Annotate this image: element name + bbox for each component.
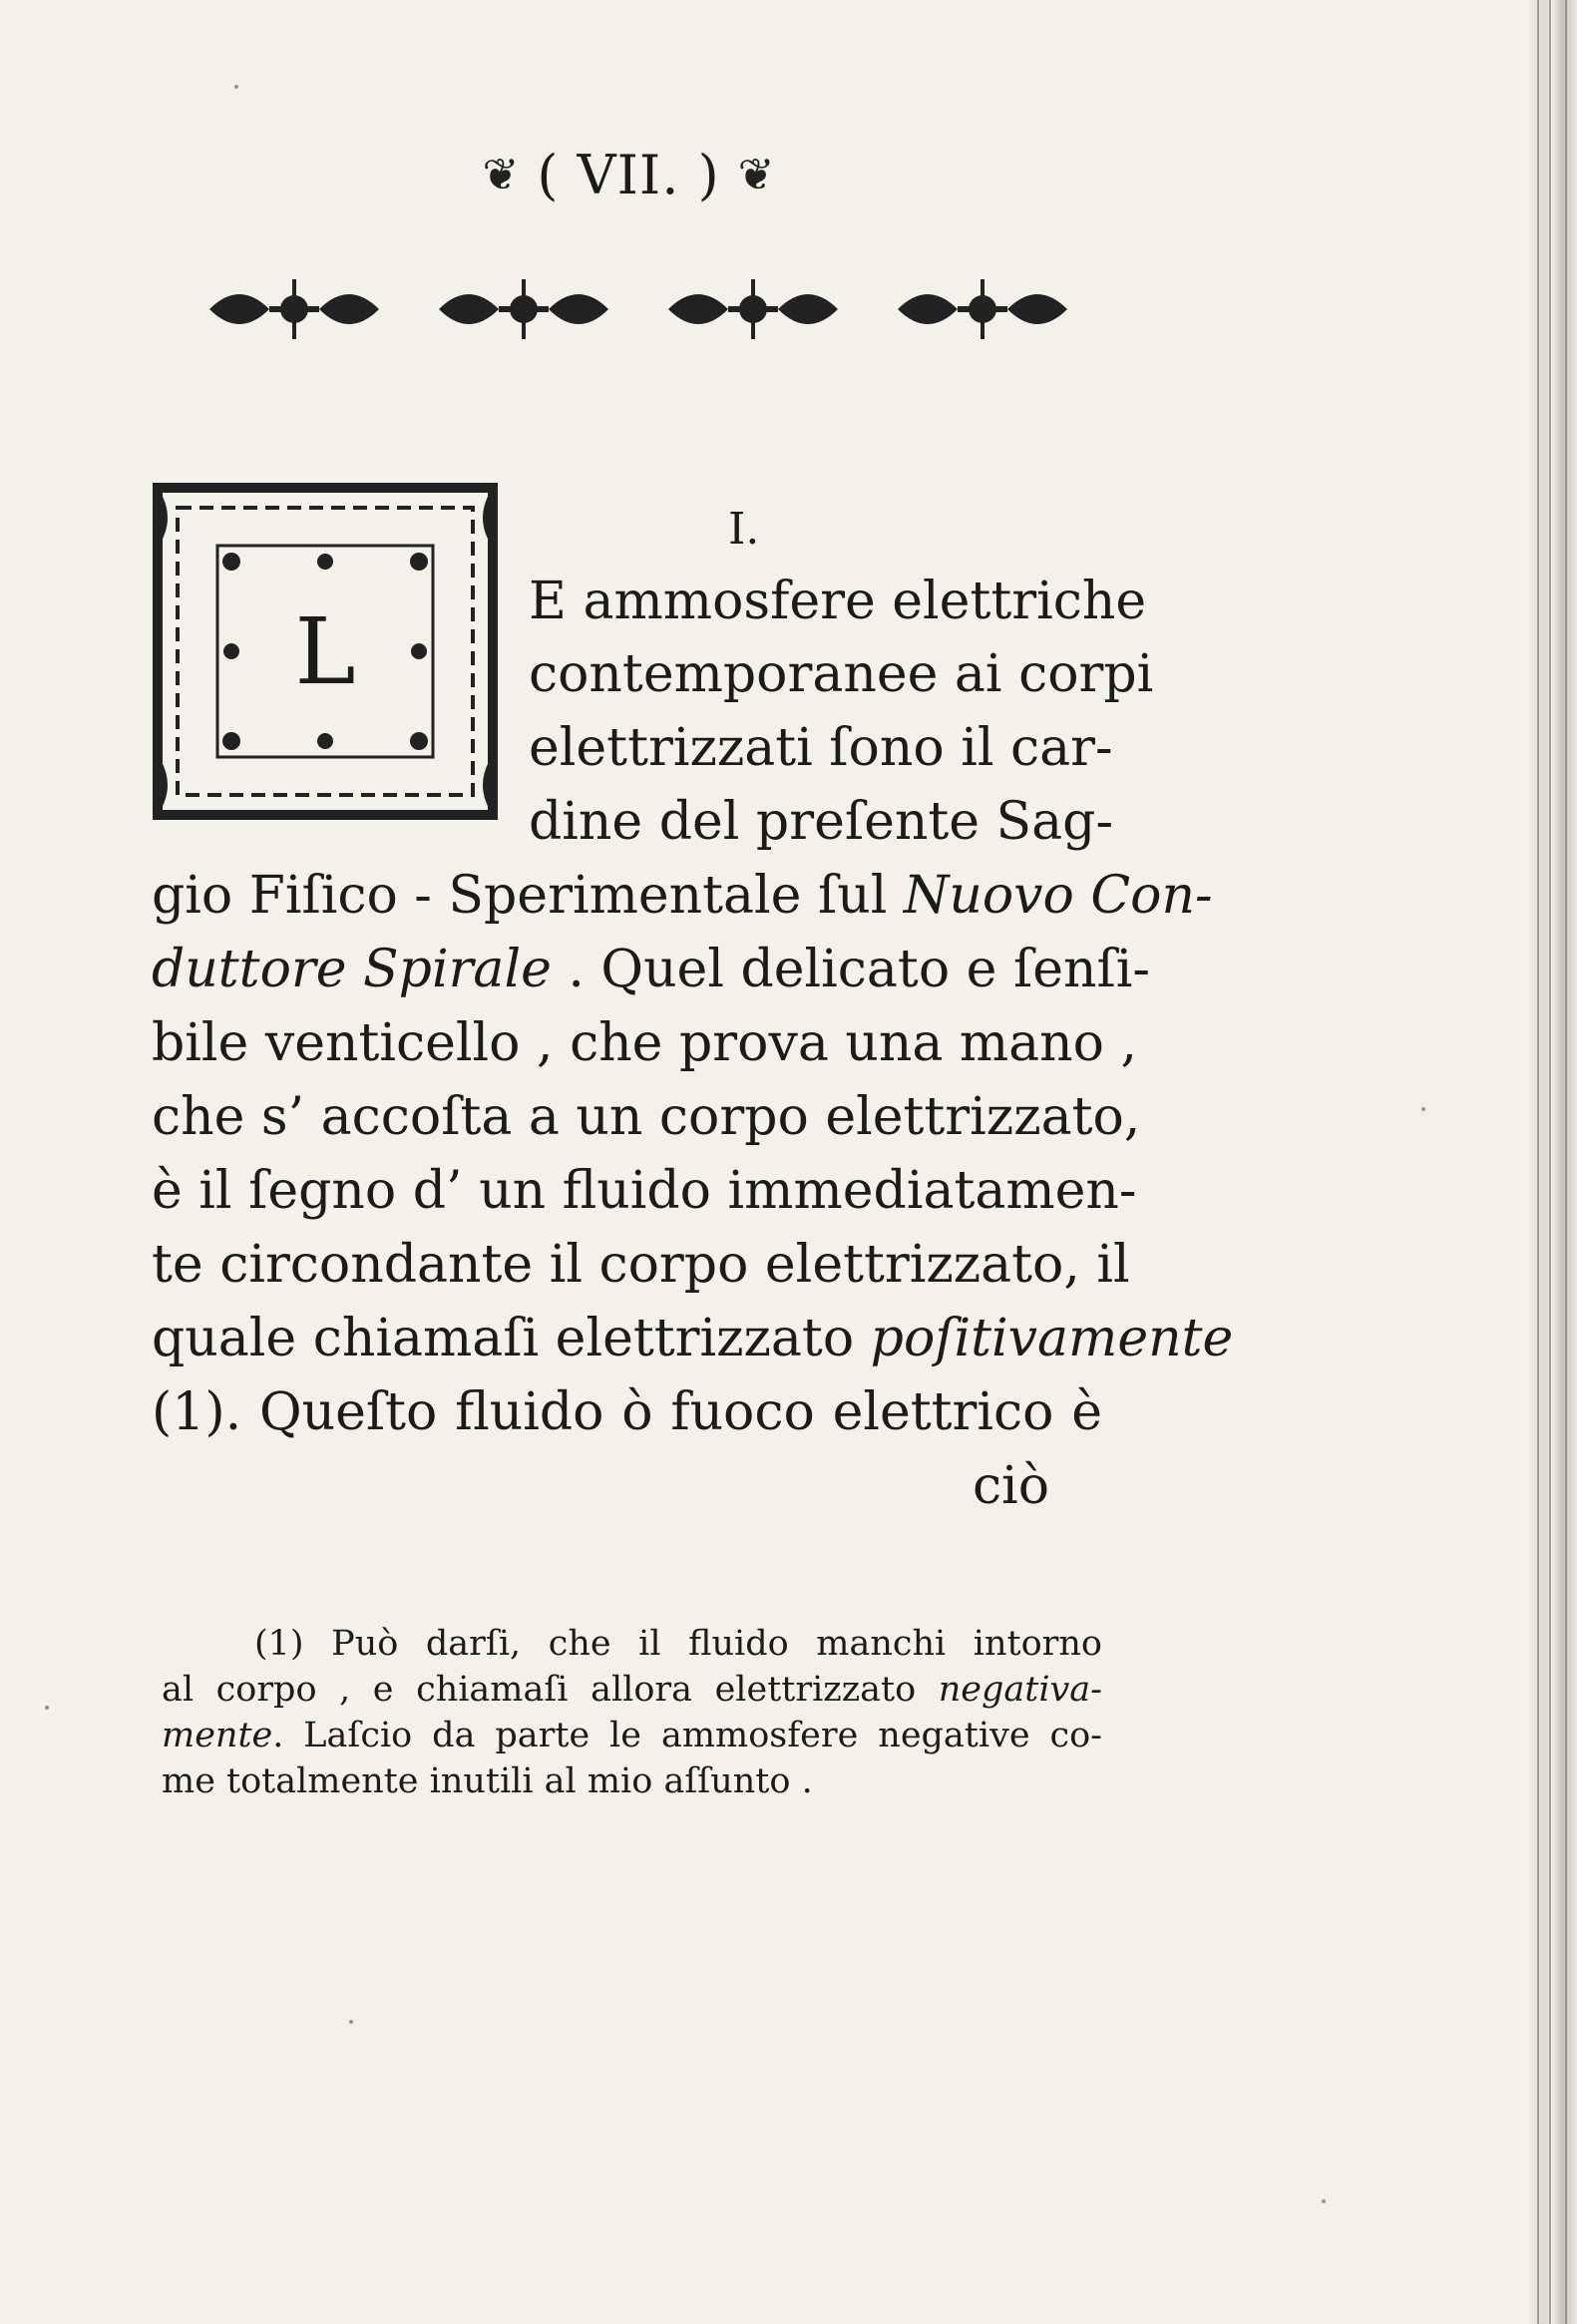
section-number: I. [728, 504, 760, 555]
body-line: E ammosfere elettriche [529, 572, 1147, 631]
page-number: ( VII. ) [537, 143, 720, 206]
ornament-icon [888, 269, 1077, 349]
body-line: bile venticello , che prova una mano , [152, 1013, 1138, 1073]
running-header [469, 140, 788, 209]
paper-speck [1322, 2199, 1326, 2203]
footnote-line: al corpo , e chiamaſi allora elettrizzato negativa- [162, 1670, 1102, 1710]
page-edge-shadow [1527, 0, 1577, 2324]
footnote-line: me totalmente inutili al mio aſſunto . [162, 1761, 813, 1801]
body-line: te circondante il corpo elettrizzato, il [152, 1235, 1130, 1295]
decorated-initial [152, 482, 499, 821]
paper-speck [45, 1706, 49, 1710]
body-line: contemporanee ai corpi [529, 644, 1154, 704]
fleuron-left-icon: ❦ [482, 149, 520, 200]
footnote-line: mente. Laſcio da parte le ammosfere negative co- [162, 1716, 1102, 1755]
body-line: che s’ accoſta a un corpo elettrizzato, [152, 1087, 1141, 1147]
ornamental-band [199, 264, 1077, 354]
body-line: elettrizzati ſono il car- [529, 718, 1113, 778]
body-line: dine del preſente Sag- [529, 792, 1114, 852]
catchword: ciò [972, 1456, 1049, 1516]
fleuron-right-icon: ❦ [737, 149, 775, 200]
body-line: è il ſegno d’ un fluido immediatamen- [152, 1161, 1137, 1221]
footnote-line: (1) Può darſi, che il fluido manchi intorno [254, 1624, 1102, 1664]
initial-letter: L [294, 597, 356, 705]
body-line: gio Fiſico - Sperimentale ſul Nuovo Con- [152, 866, 1213, 926]
body-line: quale chiamaſi elettrizzato poſitivamente [152, 1309, 1234, 1368]
paper-speck [234, 85, 238, 89]
paper-speck [349, 2020, 353, 2024]
ornament-icon [658, 269, 848, 349]
paper-speck [1421, 1107, 1425, 1111]
body-line: (1). Queſto fluido ò fuoco elettrico è [152, 1382, 1102, 1442]
body-line: duttore Spirale . Quel delicato e ſenſi- [152, 940, 1150, 999]
ornament-icon [429, 269, 618, 349]
ornament-icon [199, 269, 389, 349]
